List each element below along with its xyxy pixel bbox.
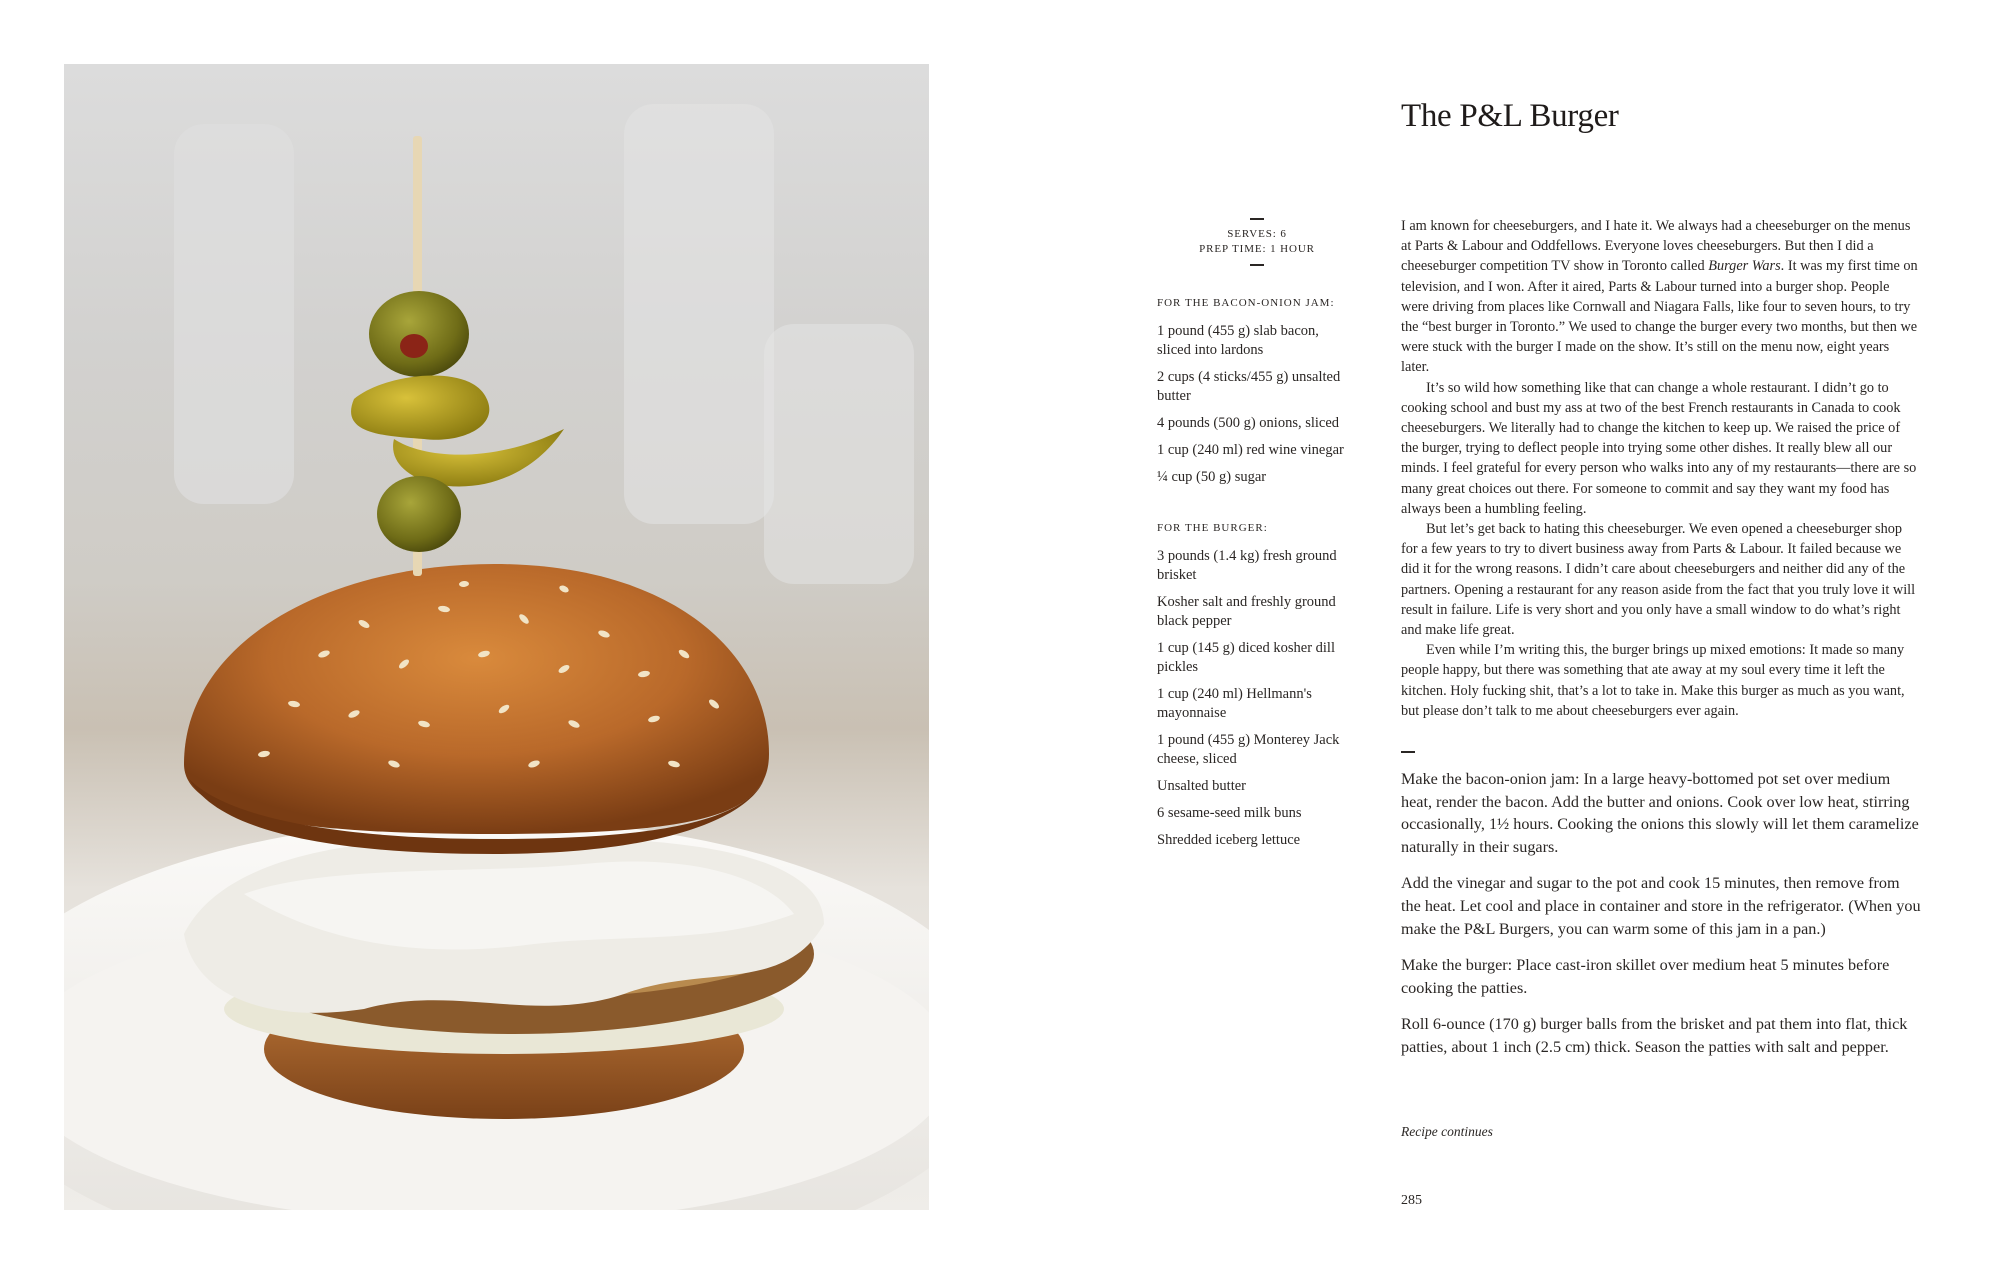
ingredient-item: 1 cup (145 g) diced kosher dill pickles [1157,640,1335,675]
burger-heading: FOR THE BURGER: [1157,522,1268,534]
intro-text-span: I am known for cheeseburgers, and I hate it. We always had a cheeseburger on the menus at Parts & Labour and Oddfellows. Everyone loves cheeseburgers. But then I did a cheeseburger competition TV show in Toronto called [1401,218,1911,275]
jam-heading: FOR THE BACON-ONION JAM: [1157,297,1335,309]
intro-paragraph [1401,216,1919,378]
intro-paragraph: It’s so wild how something like that can change a whole restaurant. I didn’t go to cooking school and bust my ass at two of the best French restaurants in Canada to cook cheeseburgers. We literally had to change the kitchen to keep up. We raised the price of the burger, trying to deflect people into trying some other dishes. It really blew all our minds. I feel grateful for every person who walks into any of my restaurants—there are so many great choices out there. For someone to commit and say they want my food has always been a humbling feeling. [1401,379,1917,517]
ingredient-item: 4 pounds (500 g) onions, sliced [1157,415,1340,431]
ingredient-item: 1 cup (240 ml) red wine vinegar [1157,442,1344,458]
show-title: Burger Wars [1708,258,1781,275]
recipe-title: The P&L Burger [1401,98,1619,134]
prep-time-label: PREP TIME: 1 HOUR [1199,243,1315,255]
page-number: 285 [1401,1193,1422,1208]
ingredient-item: 1 pound (455 g) Monterey Jack cheese, sliced [1157,732,1340,767]
burger-illustration [64,64,929,1210]
intro-text [1401,216,1919,721]
divider [1250,264,1264,266]
method-step: Add the vinegar and sugar to the pot and cook 15 minutes, then remove from the heat. Let cool and place in container and store in the refrigerator. (When you make the P&L Burgers, you can warm some of this jam in a pan.) [1401,874,1921,938]
intro-text-span: . It was my first time on television, and I won. After it aired, Parts & Labour turned into a burger shop. People were driving from places like Cornwall and Niagara Falls, like four to seven hours, to try the “best burger in Toronto.” We used to change the burger every two months, but then we were stuck with the burger I made on the show. It’s still on the menu now, eight years later. [1401,258,1918,376]
method-steps [1401,768,1921,1073]
ingredient-item: Kosher salt and freshly ground black pepper [1157,594,1336,629]
serves-label: SERVES: 6 [1227,228,1287,240]
ingredient-item: Shredded iceberg lettuce [1157,832,1301,848]
method-step: Make the burger: Place cast-iron skillet over medium heat 5 minutes before cooking the patties. [1401,956,1890,997]
method-step: Make the bacon-onion jam: In a large heavy-bottomed pot set over medium heat, render the bacon. Add the butter and onions. Cook over low heat, stirring occasionally, 1½ hours. Cooking the onions this slowly will let them caramelize naturally in their sugars. [1401,770,1919,856]
ingredients-sidebar [1157,218,1357,858]
ingredient-item: 2 cups (4 sticks/455 g) unsalted butter [1157,369,1341,404]
divider [1250,218,1264,220]
burger-photo [64,64,929,1210]
ingredient-item: 1 cup (240 ml) Hellmann's mayonnaise [1157,686,1312,721]
ingredient-item: 6 sesame-seed milk buns [1157,805,1302,821]
ingredient-item: Unsalted butter [1157,778,1246,794]
intro-paragraph: But let’s get back to hating this cheeseburger. We even opened a cheeseburger shop for a few years to try to divert business away from Parts & Labour. It failed because we did it for the wrong reasons. I didn’t care about cheeseburgers and neither did any of the partners. Opening a restaurant for any reason aside from the fact that you truly love it will result in failure. Life is very short and you only have a small window to do what’s right and make life great. [1401,521,1916,639]
serves-block [1157,227,1357,257]
ingredient-item: 3 pounds (1.4 kg) fresh ground brisket [1157,548,1337,583]
ingredient-item: ¼ cup (50 g) sugar [1157,469,1267,485]
method-step: Roll 6-ounce (170 g) burger balls from the brisket and pat them into flat, thick patties, about 1 inch (2.5 cm) thick. Season the patties with salt and pepper. [1401,1015,1908,1056]
recipe-continues: Recipe continues [1401,1124,1493,1139]
intro-paragraph: Even while I’m writing this, the burger brings up mixed emotions: It made so many people happy, but there was something that ate away at my soul every time it left the kitchen. Holy fucking shit, that’s a lot to take in. Make this burger as much as you want, but please don’t talk to me about cheeseburgers ever again. [1401,642,1905,719]
section-divider [1401,751,1415,753]
ingredient-item: 1 pound (455 g) slab bacon, sliced into lardons [1157,323,1319,358]
